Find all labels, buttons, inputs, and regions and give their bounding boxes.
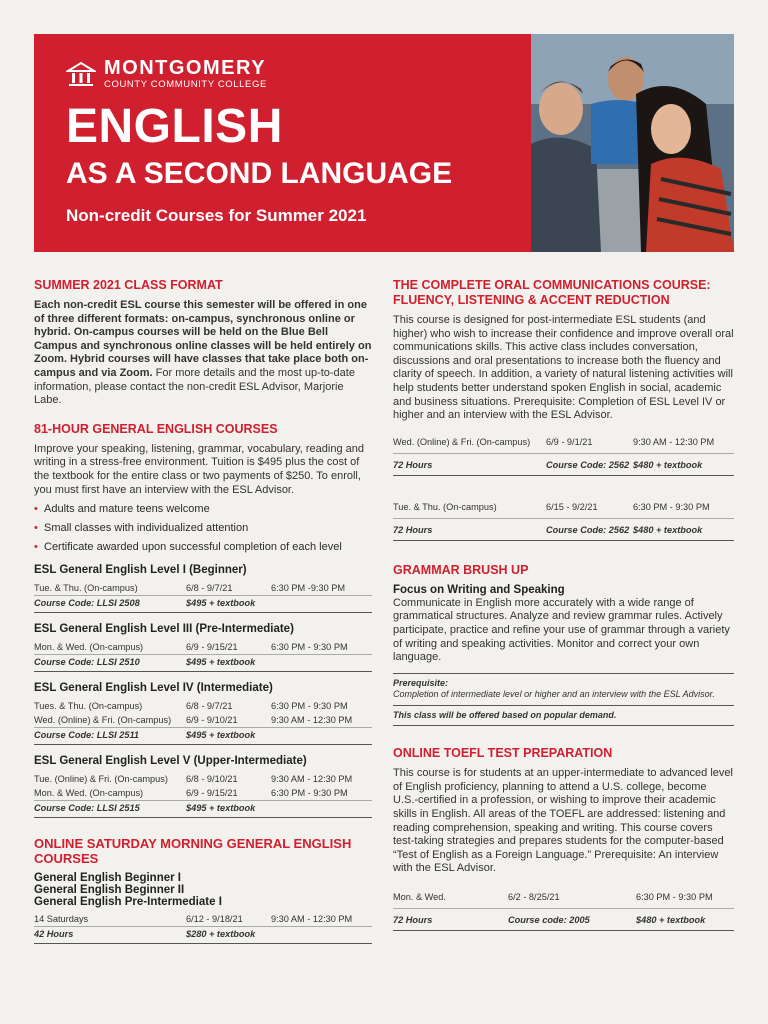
schedule-time: 6:30 PM -9:30 PM xyxy=(271,583,346,594)
grammar-heading: GRAMMAR BRUSH UP xyxy=(393,562,529,577)
oral-course-text: This course is designed for post-intermediate ESL students (and higher) who wish to increase their confidence and improve overall oral communications skills. This active class includes conversation, discussions and oral presentations to increase both the fluency and clarity of speech. In addition, a variety of natural listening activities will help students better understand spoken English in social, academic and business situations. Prerequisite: Completion of ESL Level IV or higher and an interview with the ESL Advisor. xyxy=(393,314,734,422)
students-illustration xyxy=(531,34,734,252)
course-title: ESL General English Level IV (Intermediate) xyxy=(34,682,273,695)
bullet-item: • Certificate awarded upon successful completion of each level xyxy=(34,541,372,554)
schedule-row xyxy=(34,912,372,927)
schedule-row xyxy=(393,890,734,909)
schedule-time: 6:30 PM - 9:30 PM xyxy=(636,891,713,902)
course-price: $480 + textbook xyxy=(633,459,703,470)
course-code-row xyxy=(34,728,372,742)
schedule-dates: 6/9 - 9/10/21 xyxy=(186,715,238,726)
course-title: ESL General English Level V (Upper-Intermediate) xyxy=(34,755,307,768)
course-price: $495 + textbook xyxy=(186,803,256,814)
schedule-row xyxy=(34,699,372,713)
divider xyxy=(393,725,734,726)
schedule-days: Mon. & Wed. xyxy=(393,891,446,902)
course-price: $495 + textbook xyxy=(186,598,256,609)
course-code: Course code: 2005 xyxy=(508,914,590,925)
course-hours: 72 Hours xyxy=(393,459,433,470)
toefl-heading: ONLINE TOEFL TEST PREPARATION xyxy=(393,746,613,761)
course-code-row xyxy=(393,523,734,537)
course-code: Course Code: LLSI 2510 xyxy=(34,657,140,668)
schedule-time: 6:30 PM - 9:30 PM xyxy=(271,701,348,712)
prereq-text: Completion of intermediate level or higher and an interview with the ESL Advisor. xyxy=(393,689,715,700)
page-title: ENGLISH xyxy=(66,100,283,153)
course-schedule xyxy=(34,640,372,672)
course-code: Course Code: LLSI 2508 xyxy=(34,598,140,609)
course-schedule xyxy=(34,581,372,613)
logo-name: MONTGOMERY xyxy=(104,57,267,79)
oral-course-heading: THE COMPLETE ORAL COMMUNICATIONS COURSE: FLUENCY, LISTENING & ACCENT REDUCTION xyxy=(393,278,711,307)
schedule-days: Mon. & Wed. (On-campus) xyxy=(34,788,144,799)
logo-subname: COUNTY COMMUNITY COLLEGE xyxy=(104,79,267,90)
schedule-days: Mon. & Wed. (On-campus) xyxy=(34,642,144,653)
header-banner xyxy=(34,34,734,252)
course-schedule xyxy=(34,699,372,745)
schedule-dates: 6/8 - 9/10/21 xyxy=(186,774,238,785)
course-price: $480 + textbook xyxy=(633,524,703,535)
grammar-subheading: Focus on Writing and Speaking xyxy=(393,583,565,596)
course-title: ESL General English Level I (Beginner) xyxy=(34,564,247,577)
course-code: Course Code: 2562 xyxy=(546,524,630,535)
schedule-time: 6:30 PM - 9:30 PM xyxy=(271,642,348,653)
schedule-row xyxy=(393,500,734,519)
schedule-days: Tue. & Thu. (On-campus) xyxy=(393,501,497,512)
class-format-bold: Each non-credit ESL course this semester will be offered in one of three different formats: on-campus, synchronous online or hybrid. On-campus courses will be held on the Blue Bell Campus and synchronous online classes will be held entirely on Zoom. Hybrid courses will have classes that take place both on-campus and via Zoom. xyxy=(34,299,372,379)
divider xyxy=(393,705,734,706)
toefl-schedule xyxy=(393,890,734,931)
course-hours: 42 Hours xyxy=(34,929,74,940)
schedule-days: Tue. (Online) & Fri. (On-campus) xyxy=(34,774,168,785)
saturday-course-title: General English Pre-Intermediate I xyxy=(34,896,222,909)
demand-note: This class will be offered based on popular demand. xyxy=(393,709,617,720)
class-format-heading: SUMMER 2021 CLASS FORMAT xyxy=(34,278,223,292)
students-photo xyxy=(531,34,734,252)
schedule-row xyxy=(34,581,372,596)
schedule-days: Wed. (Online) & Fri. (On-campus) xyxy=(34,715,172,726)
course-code-row xyxy=(34,596,372,610)
general-courses-text: Improve your speaking, listening, grammar, vocabulary, reading and writing in a stress-free environment. Tuition is $495 plus the cost of the textbook for the entire class or two payments of $250. To enroll, you must first have an interview with the ESL Advisor. xyxy=(34,442,364,496)
course-hours: 72 Hours xyxy=(393,914,433,925)
schedule-row xyxy=(34,640,372,655)
schedule-days: Wed. (Online) & Fri. (On-campus) xyxy=(393,436,531,447)
schedule-dates: 6/12 - 9/18/21 xyxy=(186,914,243,925)
prereq-label: Prerequisite: xyxy=(393,677,449,688)
course-code-row xyxy=(34,655,372,669)
schedule-time: 9:30 AM - 12:30 PM xyxy=(633,436,715,447)
page-tagline: Non-credit Courses for Summer 2021 xyxy=(66,206,367,225)
oral-schedule xyxy=(393,435,734,476)
schedule-time: 9:30 AM - 12:30 PM xyxy=(271,715,353,726)
schedule-dates: 6/9 - 9/15/21 xyxy=(186,788,238,799)
course-hours: 72 Hours xyxy=(393,524,433,535)
schedule-row xyxy=(34,713,372,728)
schedule-days: Tues. & Thu. (On-campus) xyxy=(34,701,143,712)
class-format-text xyxy=(34,299,372,408)
schedule-dates: 6/8 - 9/7/21 xyxy=(186,701,233,712)
saturday-schedule xyxy=(34,912,372,944)
college-logo xyxy=(66,58,267,90)
course-code: Course Code: LLSI 2515 xyxy=(34,803,140,814)
schedule-dates: 6/2 - 8/25/21 xyxy=(508,891,560,902)
course-price: $495 + textbook xyxy=(186,657,256,668)
schedule-dates: 6/9 - 9/1/21 xyxy=(546,436,593,447)
course-price: $280 + textbook xyxy=(186,929,256,940)
page-subtitle: AS A SECOND LANGUAGE xyxy=(66,157,453,190)
schedule-time: 9:30 AM - 12:30 PM xyxy=(271,914,353,925)
toefl-text: This course is for students at an upper-intermediate to advanced level of English proficiency, planning to attend a U.S. college, become U.S.-certified in a profession, or wishing to improve their academic skills in English. All areas of the TOEFL are addressed: listening and reading comprehension, speaking and writing. This course covers test-taking strategies and prepares students for the computer-based “Test of English as a Foreign Language.” Prerequisite: An interview with the ESL Advisor. xyxy=(393,767,733,875)
schedule-time: 6:30 PM - 9:30 PM xyxy=(633,501,710,512)
right-column xyxy=(393,278,734,931)
course-code-row xyxy=(393,913,734,927)
divider xyxy=(393,673,734,674)
schedule-row xyxy=(393,435,734,454)
general-bullets xyxy=(34,503,372,554)
course-schedule xyxy=(34,772,372,818)
course-price: $495 + textbook xyxy=(186,730,256,741)
schedule-days: Tue. & Thu. (On-campus) xyxy=(34,583,138,594)
oral-schedule xyxy=(393,500,734,541)
general-courses-heading: 81-HOUR GENERAL ENGLISH COURSES xyxy=(34,421,278,436)
schedule-dates: 6/15 - 9/2/21 xyxy=(546,501,598,512)
course-price: $480 + textbook xyxy=(636,914,706,925)
course-code-row xyxy=(34,801,372,815)
saturday-course-title: General English Beginner I xyxy=(34,872,181,885)
course-hours-row xyxy=(34,927,372,941)
schedule-dates: 6/8 - 9/7/21 xyxy=(186,583,233,594)
schedule-row xyxy=(34,772,372,786)
saturday-courses-heading: ONLINE SATURDAY MORNING GENERAL ENGLISH COURSES xyxy=(34,836,352,867)
course-code: Course Code: 2562 xyxy=(546,459,630,470)
bullet-item: • Small classes with individualized attention xyxy=(34,522,372,535)
class-format-contact: For more details and the most up-to-date information, please contact the non-credit ESL Advisor, Marjorie Labe. xyxy=(34,366,355,407)
college-building-icon xyxy=(66,59,96,89)
course-code-row xyxy=(393,458,734,472)
schedule-time: 9:30 AM - 12:30 PM xyxy=(271,774,353,785)
saturday-course-title: General English Beginner II xyxy=(34,884,185,897)
schedule-row xyxy=(34,786,372,801)
schedule-dates: 6/9 - 9/15/21 xyxy=(186,642,238,653)
course-code: Course Code: LLSI 2511 xyxy=(34,730,140,741)
left-column xyxy=(34,278,372,944)
course-title: ESL General English Level III (Pre-Intermediate) xyxy=(34,623,294,636)
schedule-days: 14 Saturdays xyxy=(34,914,89,925)
grammar-text: Communicate in English more accurately with a wide range of grammatical structures. Analyze and review grammar rules. Actively participate, practice and refine your use of grammar through a variety of writing and speaking activities. Monitor and correct your own language. xyxy=(393,596,730,664)
schedule-time: 6:30 PM - 9:30 PM xyxy=(271,788,348,799)
bullet-item: • Adults and mature teens welcome xyxy=(34,503,372,516)
